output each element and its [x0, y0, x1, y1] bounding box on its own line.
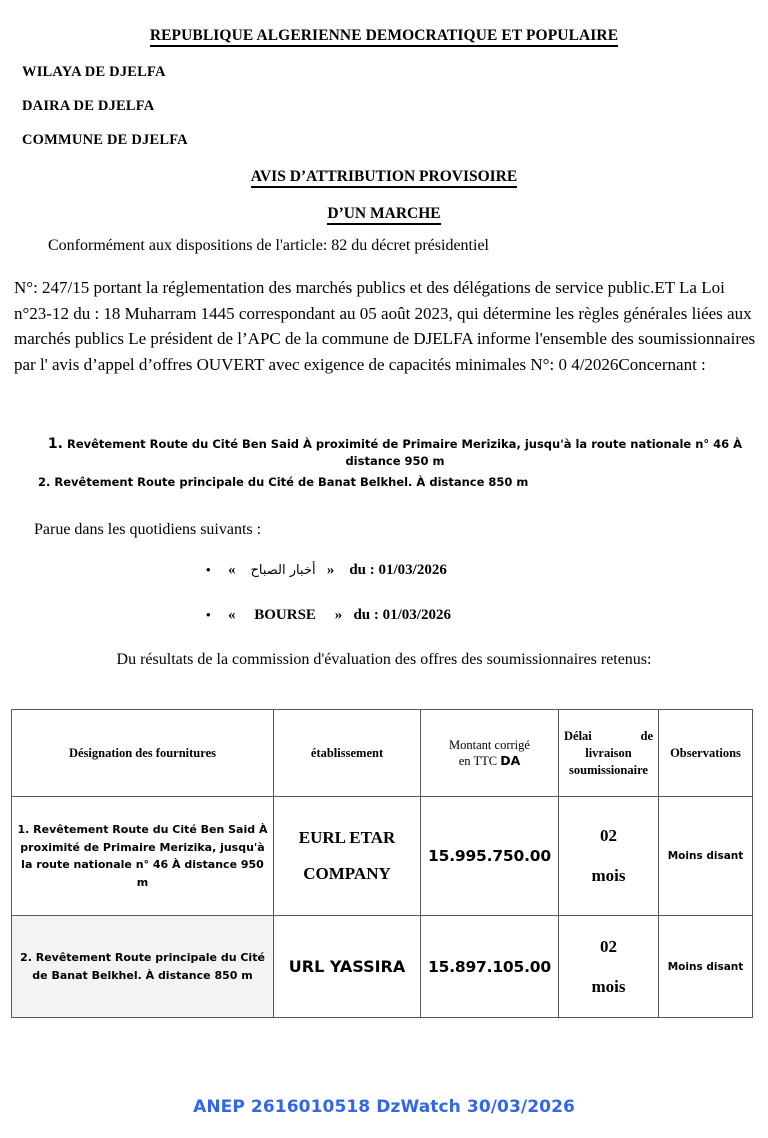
row-1-delai — [559, 797, 659, 916]
header-delai-line1: Délai de — [564, 728, 653, 743]
row-1-etablissement-line2: COMPANY — [303, 864, 391, 883]
header-etablissement: établissement — [274, 710, 421, 797]
works-item-1-text: Revêtement Route du Cité Ben Said À proximité de Primaire Merizika, jusqu'à la route nationale n° 46 À distance 950 m — [66, 437, 743, 468]
row-1-observation: Moins disant — [659, 797, 753, 916]
row-2-delai — [559, 916, 659, 1018]
row-2-designation: 2. Revêtement Route principale du Cité de Banat Belkhel. À distance 850 m — [12, 916, 274, 1018]
newspaper-1-date: du : 01/03/2026 — [349, 562, 447, 578]
document-title — [0, 27, 768, 45]
works-list-item-2: 2. Revêtement Route principale du Cité de Banat Belkhel. À distance 850 m — [38, 475, 529, 489]
results-table — [11, 709, 753, 1018]
newspaper-1-close-quote: » — [326, 562, 335, 578]
row-1-delai-number: 02 — [600, 826, 617, 845]
header-delai — [559, 710, 659, 797]
row-1-delai-unit: mois — [591, 866, 626, 885]
document-title-text: REPUBLIQUE ALGERIENNE DEMOCRATIQUE ET POPULAIRE — [150, 27, 618, 47]
body-paragraph: N°: 247/15 portant la réglementation des marchés publics et des délégations de service public.ET La Loi n°23-12 du : 18 Muharram 1445 correspondant au 05 août 2023, qui détermine les règles générales liées aux marchés publics Le président de l’APC de la commune de DJELFA informe l'ensemble des soumissionnaires par l' avis d’appel d’offres OUVERT avec exigence de capacités minimales N°: 0 4/2026Concernant : — [14, 278, 756, 374]
row-1-montant: 15.995.750.00 — [421, 797, 559, 916]
header-delai-line3: soumissionaire — [569, 762, 648, 777]
header-montant-line2: en TTC — [458, 754, 501, 768]
newspaper-2-name: BOURSE — [254, 607, 316, 623]
bullet-icon: • — [206, 562, 211, 577]
wilaya-line: WILAYA DE DJELFA — [22, 64, 166, 80]
notice-subtitle-primary-text: AVIS D’ATTRIBUTION PROVISOIRE — [251, 168, 517, 188]
notice-subtitle-secondary — [0, 205, 768, 223]
newspaper-2-open-quote: « — [228, 607, 236, 623]
header-montant-line1: Montant corrigé — [449, 738, 530, 752]
header-observations: Observations — [659, 710, 753, 797]
newspaper-item-2 — [206, 607, 451, 624]
newspaper-2-close-quote: » — [334, 607, 343, 623]
notice-subtitle-secondary-text: D’UN MARCHE — [327, 205, 440, 225]
daira-line: DAIRA DE DJELFA — [22, 98, 155, 114]
row-2-delai-unit: mois — [591, 976, 626, 996]
row-1-designation: 1. Revêtement Route du Cité Ben Said À proximité de Primaire Merizika, jusqu'à la route nationale n° 46 À distance 950 m — [12, 797, 274, 916]
header-montant-currency: DA — [500, 753, 521, 768]
row-2-observation: Moins disant — [659, 916, 753, 1018]
newspaper-1-name: أخبار الصباح — [250, 563, 316, 578]
table-row — [12, 916, 753, 1018]
newspaper-1-open-quote: « — [228, 562, 236, 578]
works-list-item-1 — [0, 436, 768, 470]
header-montant — [421, 710, 559, 797]
row-1-etablissement — [274, 797, 421, 916]
row-1-etablissement-line1: EURL ETAR — [298, 828, 396, 847]
row-2-delai-number: 02 — [600, 936, 617, 956]
results-lead-in: Du résultats de la commission d'évaluation des offres des soumissionnaires retenus: — [116, 651, 652, 668]
newspaper-2-date: du : 01/03/2026 — [353, 607, 451, 623]
bullet-icon: • — [206, 607, 211, 622]
works-item-1-number: 1. — [47, 436, 63, 452]
commune-line: COMMUNE DE DJELFA — [22, 132, 188, 148]
header-designation: Désignation des fournitures — [12, 710, 274, 797]
intro-line: Conformément aux dispositions de l'article: 82 du décret présidentiel — [48, 237, 489, 254]
anep-footer: ANEP 2616010518 DzWatch 30/03/2026 — [193, 1097, 575, 1117]
newspaper-item-1 — [206, 562, 447, 579]
table-header-row — [12, 710, 753, 797]
row-2-montant: 15.897.105.00 — [421, 916, 559, 1018]
notice-subtitle-primary — [0, 168, 768, 186]
header-delai-line2: livraison — [585, 745, 632, 760]
row-2-etablissement: URL YASSIRA — [274, 916, 421, 1018]
table-row — [12, 797, 753, 916]
works-list — [0, 436, 768, 491]
newspapers-lead-in: Parue dans les quotidiens suivants : — [34, 521, 262, 538]
